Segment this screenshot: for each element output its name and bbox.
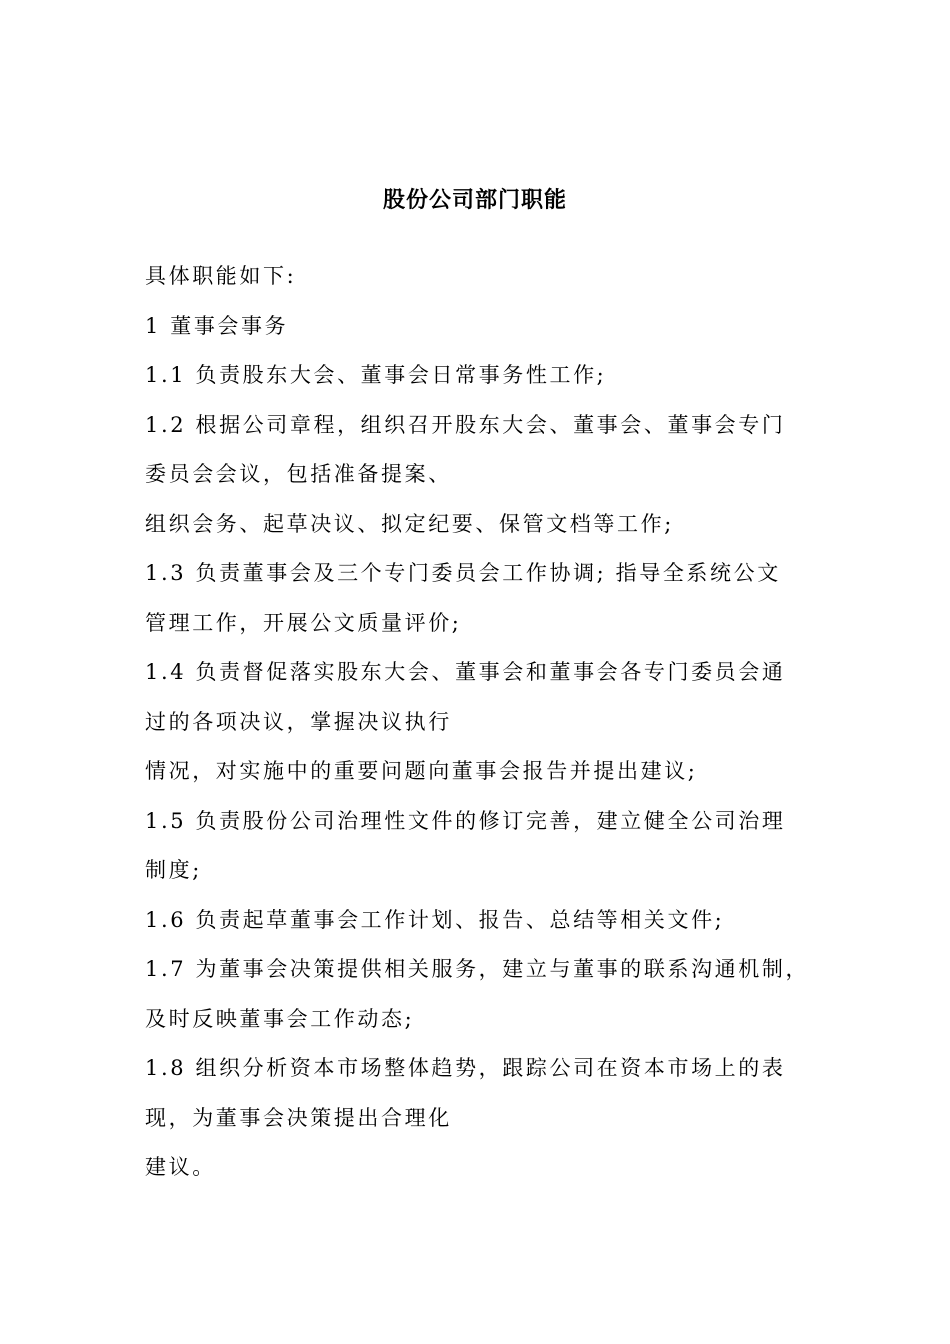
paragraph-line: 管理工作，开展公文质量评价;: [145, 610, 462, 635]
paragraph-line: 1.7 为董事会决策提供相关服务，建立与董事的联系沟通机制，: [145, 957, 810, 981]
paragraph-line: 制度;: [145, 858, 202, 882]
paragraph-line: 及时反映董事会工作动态;: [145, 1006, 415, 1031]
paragraph-line: 建议。: [145, 1155, 216, 1179]
document-title: 股份公司部门职能: [382, 188, 567, 213]
paragraph-line: 委员会会议，包括准备提案、: [145, 462, 452, 486]
paragraph-line: 1.2 根据公司章程，组织召开股东大会、董事会、董事会专门: [145, 412, 786, 437]
paragraph-line: 1.5 负责股份公司治理性文件的修订完善，建立健全公司治理: [145, 808, 786, 833]
paragraph-line: 1.6 负责起草董事会工作计划、报告、总结等相关文件;: [145, 907, 725, 932]
intro-line: 具体职能如下:: [145, 264, 297, 288]
paragraph-line: 1.4 负责督促落实股东大会、董事会和董事会各专门委员会通: [145, 660, 786, 684]
paragraph-line: 情况，对实施中的重要问题向董事会报告并提出建议;: [145, 759, 698, 783]
paragraph-line: 1.3 负责董事会及三个专门委员会工作协调; 指导全系统公文: [145, 561, 781, 585]
document-body: [145, 258, 810, 1199]
paragraph-line: 过的各项决议，掌握决议执行: [145, 709, 452, 734]
paragraph-line: 1.1 负责股东大会、董事会日常事务性工作;: [145, 363, 607, 387]
paragraph-line: 组织会务、起草决议、拟定纪要、保管文档等工作;: [145, 511, 674, 536]
section-heading: 1 董事会事务: [145, 313, 289, 338]
paragraph-line: 现，为董事会决策提出合理化: [145, 1105, 452, 1130]
paragraph-line: 1.8 组织分析资本市场整体趋势，跟踪公司在资本市场上的表: [145, 1056, 786, 1080]
